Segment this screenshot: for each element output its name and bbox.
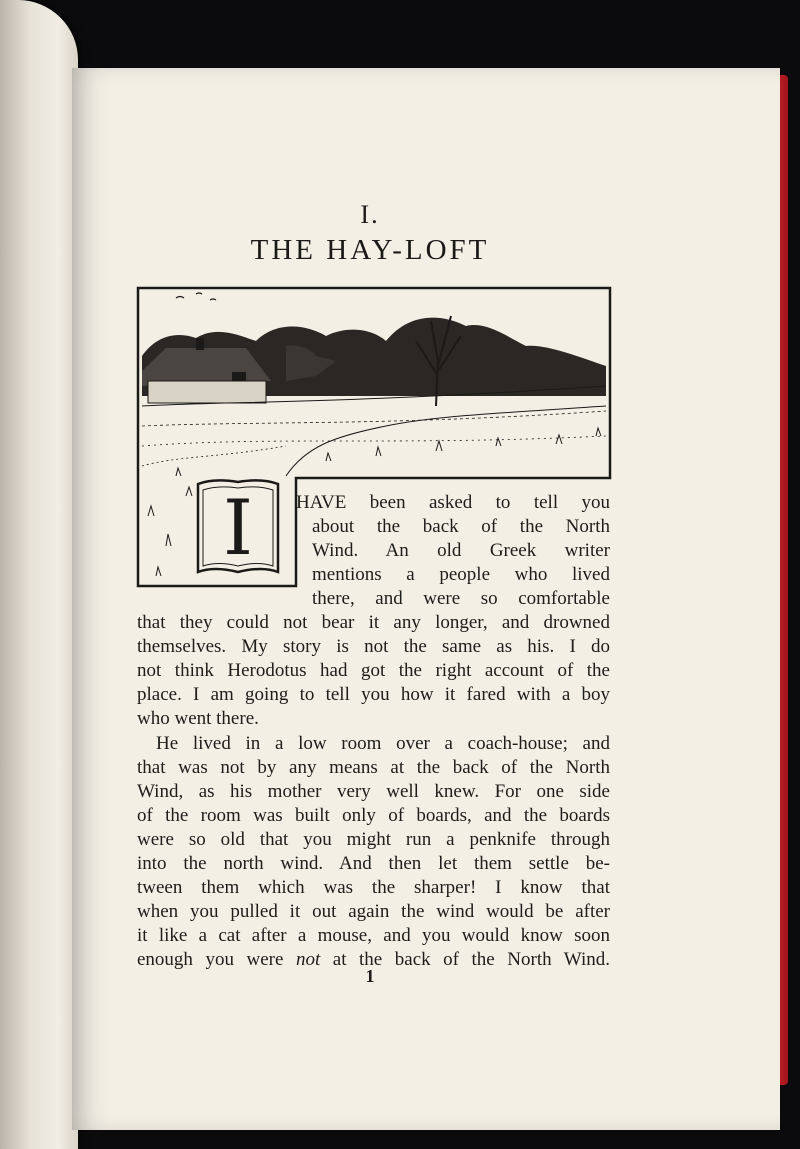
chapter-title: THE HAY-LOFT xyxy=(250,234,490,266)
text-line: tween them which was the sharper! I know that xyxy=(137,877,610,898)
text-line: place. I am going to tell you how it fared with a boy xyxy=(137,684,610,705)
emphasized-word: not xyxy=(295,949,321,970)
text-line: of the room was built only of boards, and the boards xyxy=(137,805,610,826)
text-line: He lived in a low room over a coach-house; and xyxy=(156,733,610,754)
text-line: mentions a people who lived xyxy=(312,564,610,585)
text-line: who went there. xyxy=(137,708,259,729)
text-line: there, and were so comfortable xyxy=(312,588,610,609)
text-line: it like a cat after a mouse, and you would know soon xyxy=(137,925,610,946)
text-line: HAVE been asked to tell you xyxy=(296,492,610,513)
page-number: 1 xyxy=(365,966,375,986)
text-fragment: enough you were xyxy=(137,949,296,970)
text-line: not think Herodotus had got the right account of the xyxy=(137,660,610,681)
text-line: that was not by any means at the back of the North xyxy=(137,757,610,778)
chapter-number: I. xyxy=(360,200,380,229)
text-line: Wind, as his mother very well knew. For one side xyxy=(137,781,610,802)
text-fragment: at the back of the North Wind. xyxy=(320,949,610,970)
text-line: when you pulled it out again the wind would be after xyxy=(137,901,610,922)
text-line: themselves. My story is not the same as his. I do xyxy=(137,636,610,657)
text-line: were so old that you might run a penknife through xyxy=(137,829,610,850)
text-line: about the back of the North xyxy=(312,516,610,537)
drop-cap-letter: I xyxy=(222,483,254,572)
text-line: into the north wind. And then let them settle be- xyxy=(137,853,610,874)
text-line: that they could not bear it any longer, and drowned xyxy=(137,612,610,633)
text-line: Wind. An old Greek writer xyxy=(312,540,610,561)
